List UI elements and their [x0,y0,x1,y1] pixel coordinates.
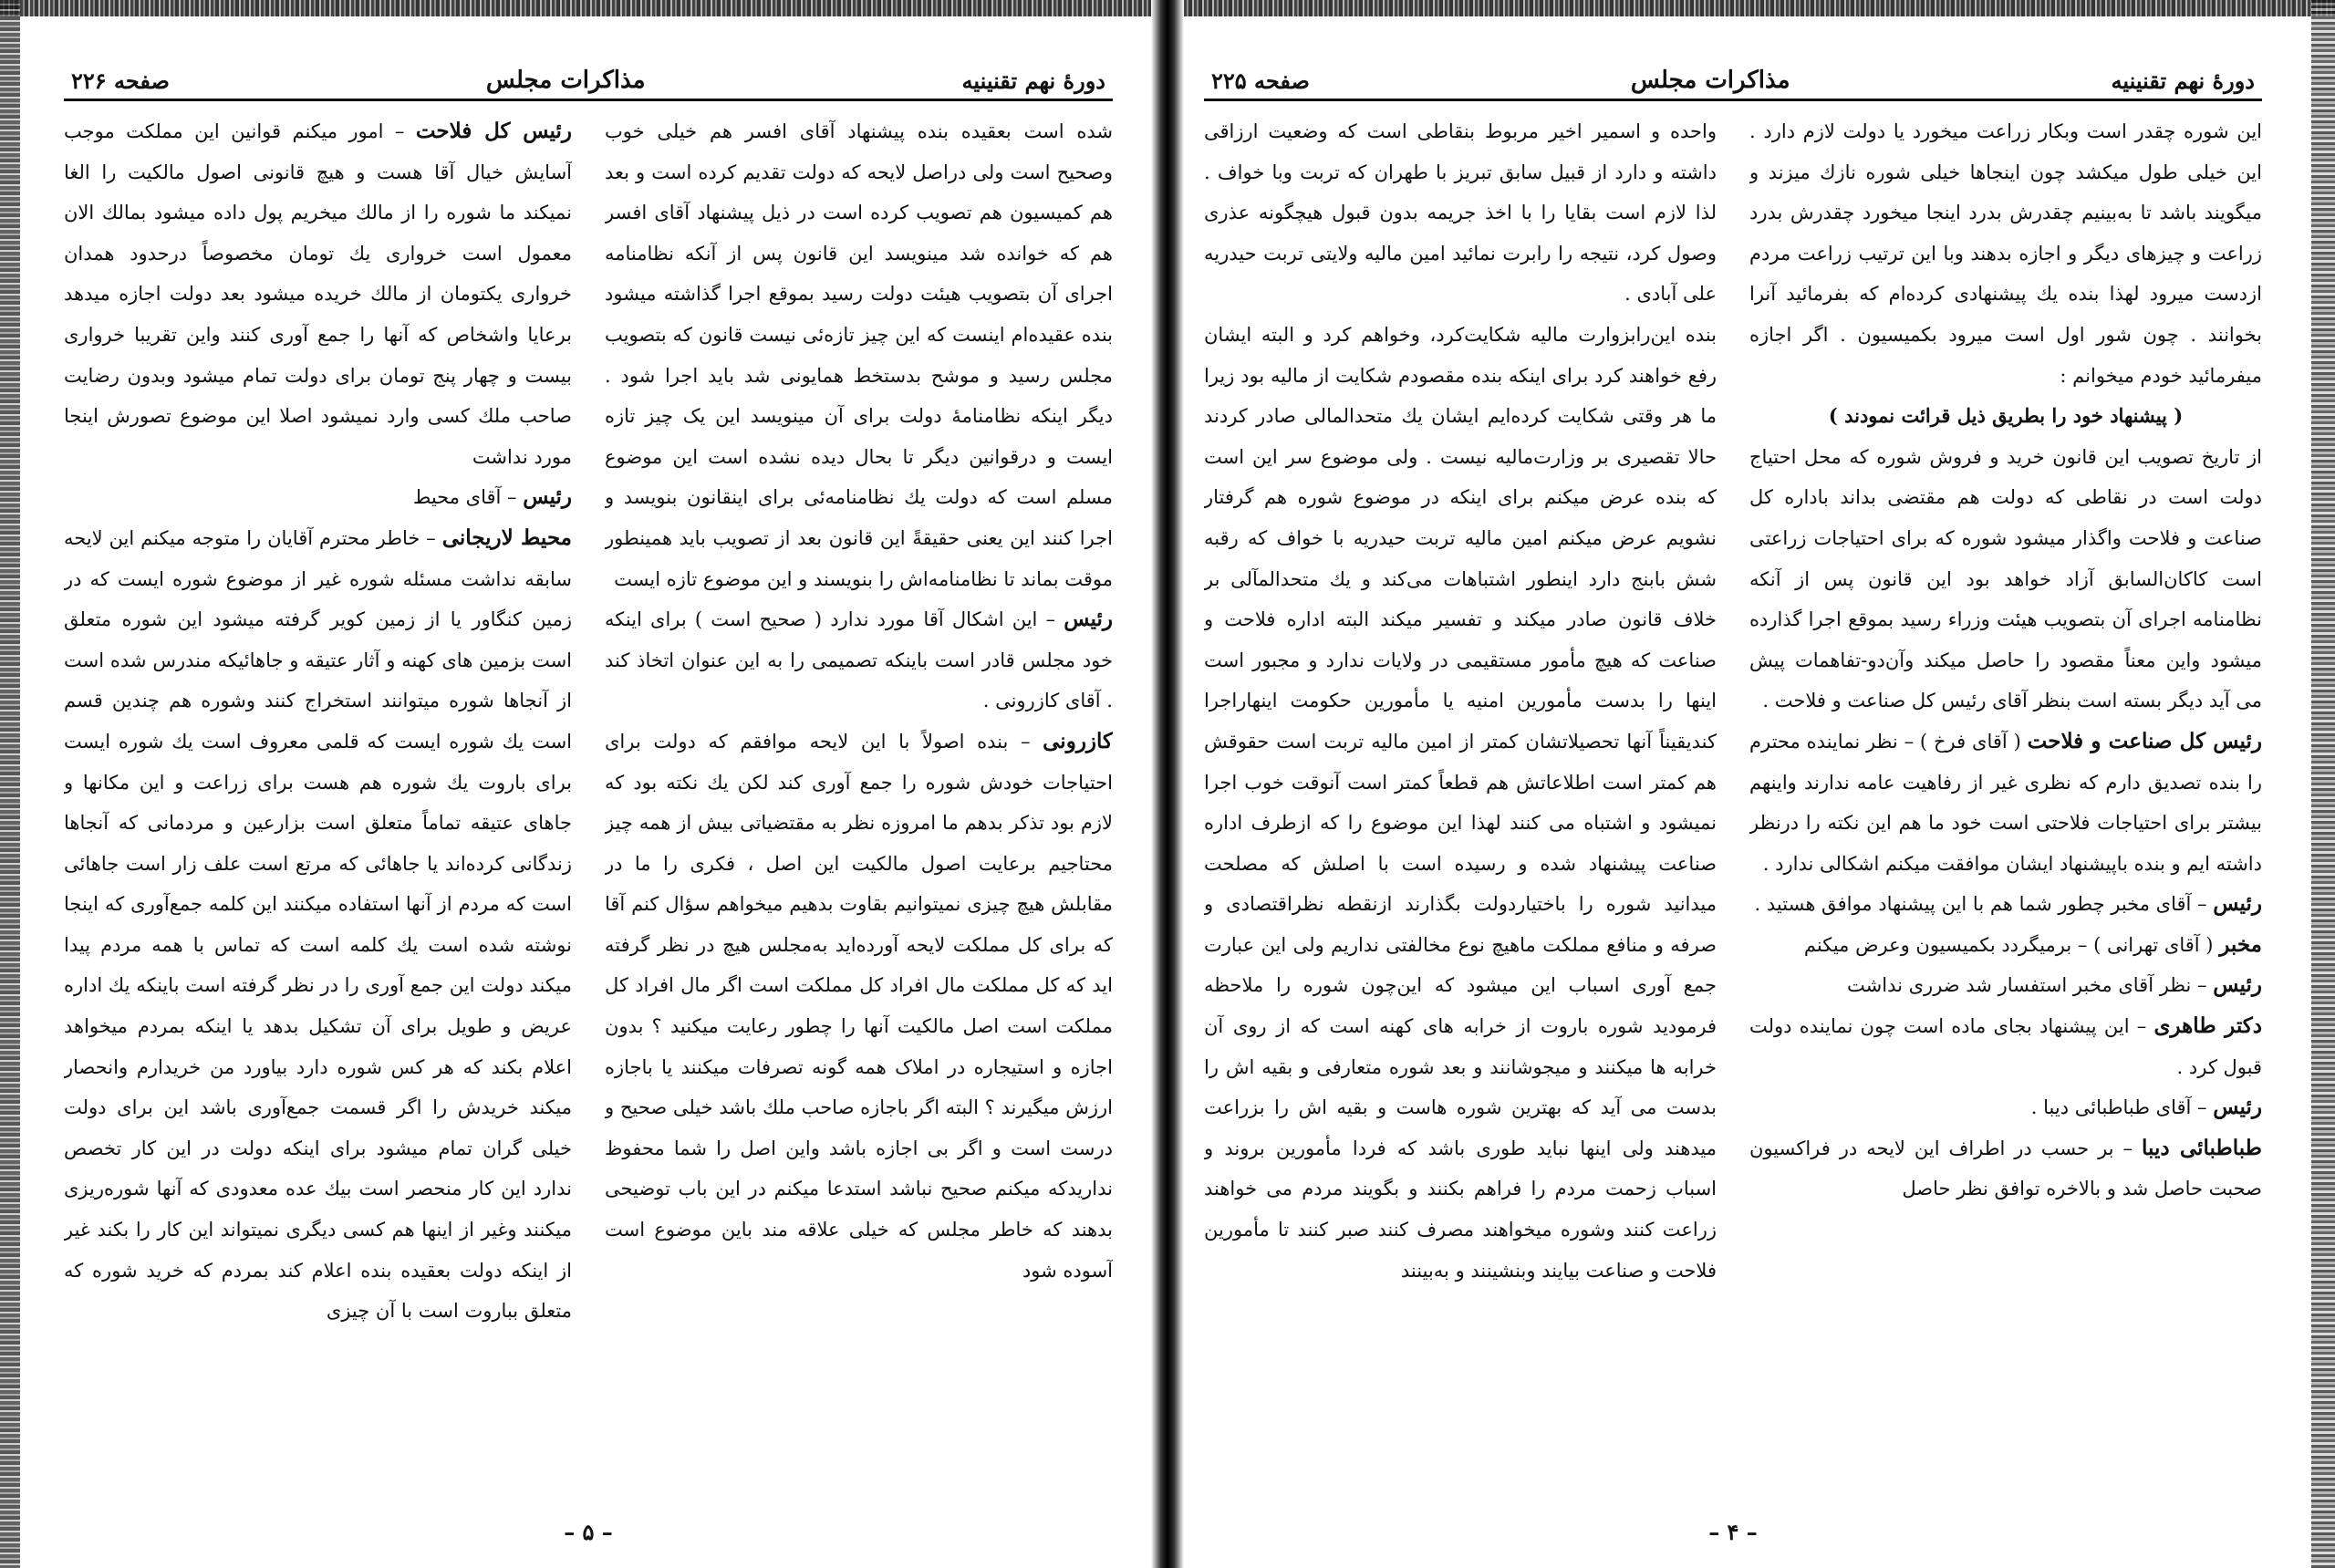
left-page-number: – ۵ – [564,1519,613,1545]
left-header-center: مذاکرات مجلس [485,67,646,94]
right-page-columns [1204,111,2262,1487]
speaker-name: طباطبائی دیبا [2142,1135,2262,1160]
speaker-name: رئیس [2213,1095,2262,1120]
right-page-column-2 [1204,111,1717,1487]
left-page-columns [64,111,1113,1487]
right-page-number: – ۴ – [1708,1519,1758,1545]
speaker-name: رئیس کل فلاحت [415,119,572,143]
paragraph: بنده این‌رابزوارت مالیه شکایت‌کرد، وخواهم کرد و البته ایشان رفع خواهند کرد برای اینکه بنده مقصودم شکایت از مالیه بود زیرا ما هر وقتی شکایت کرده‌ایم ایشان یك متحدالمالی صادر کردند حالا تقصیری بر وزارت‌مالیه نیست . ولی موضوع سر این است که بنده عرض میکنم برای اینکه در موضوع شوره هم گرفتار نشویم عرض میکنم امین مالیه تربت حیدریه با خواف که رقبه شش بابنج دارد اینطور اشتباهات می‌کند و یك متحدالمآلی بر خلاف قانون صادر میکند و تفسیر میکند البته اداره فلاحت و صناعت که هیچ مأمور مستقیمی در ولایات ندارد و مجبور است اینها را بدست مأمورین امنیه یا مأمورین حکومت اینهاراجرا کندیقیناً آنها تحصیلاتشان کمتر از امین مالیه تربت است حقوقش هم کمتر است اطلاعاتش هم قطعاً کمتر است آنوقت خوب اجرا نمیشود و اشتباه می کنند لهذا این موضوع را که ازطرف اداره صناعت پیشنهاد شده و رسیده است با اصلش که مصلحت میدانید شوره را باختیاردولت بگذارند ازنقطه نظراقتصادی و صرفه و منافع مملکت ماهیچ نوع مخالفتی نداریم ولی این عبارت جمع آوری اسباب این میشود که این‌چون شوره را ملاحظه فرمودید شوره باروت از خرابه های کهنه است که از روی آن خرابه ها میکنند و میجوشانند و بعد شوره متعارفی و بقیه اش را بدست می آید که بهترین شوره هاست و بقیه اش را بزراعت میدهند ولی اینها نباید طوری باشد که فردا مأمورین بروند و اسباب زحمت مردم را فراهم بکنند و بگویند مردم می خواهند زراعت کنند وشوره میخواهند مصرف کنند صبر کنند تا مأمورین فلاحت و صناعت بیایند وبنشینند و به‌بینند [1204,323,1717,1282]
paragraph: ( پیشنهاد خود را بطریق ذیل قرائت نمودند ) [1828,404,2184,428]
left-page-column-1 [605,111,1113,1487]
speaker-name: محیط لاریجانی [441,524,572,550]
paragraph: واحده و اسمیر اخیر مربوط بنقاطی است که وضعیت ارزاقی داشته و دارد از قبیل سابق تبریز با طهران که تربت وبا خواف . لذا لازم است بقایا را با اخذ جریمه بدون قبول هیچگونه عذری وصول کرد، نتیجه را رابرت نمائید امین مالیه ولایتی تربت حیدریه علی آبادی . [1204,120,1717,306]
left-header-title: دورهٔ نهم تقنینیه [961,67,1105,94]
speaker-name: رئیس کل صناعت و فلاحت [2027,728,2262,753]
speaker-name: رئیس [2213,972,2262,998]
paragraph: محیط لاریجانی – خاطر محترم آقایان را متوجه میکنم این لایحه سابقه نداشت مسئله شوره غیر از موضوع شوره ایست که در زمین کنگاور یا از زمین کویر گرفته میشود این شوره متعلق است بزمین های کهنه و آثار عتیقه و جاهائیکه مندرس شده است از آنجاها شوره میتوانند استخراج کنند وشوره هم چندین قسم است یك شوره ایست که قلمی معروف است یك شوره ایست برای باروت یك شوره هم هست برای زراعت و این مکانها و جاهای عتیقه تماماً متعلق است بزارعین و مردمانی که آنجاها زندگانی کرده‌اند یا جاهائی که مرتع است علف زار است جاهائی است که مردم از آنها استفاده میکنند این کلمه جمع‌آوری که اینجا نوشته شده است یك کلمه است که تماس با همه مردم پیدا میکند دولت این جمع آوری را در نظر گرفته است باینکه یك اداره عریض و طویل برای آن تشکیل بدهد یا اینکه بمردم میخواهد اعلام بکند که هر کس شوره دارد بیاورد من خریدارم وانحصار میکند خریدش را اگر قسمت جمع‌آوری باشد این برای دولت خیلی گران تمام میشود برای اینکه دولت در این کار تخصص ندارد این کار منحصر است بیك عده معدودی که آنها شوره‌ریزی میکنند وغیر از اینها هم کسی دیگری نمیتواند این کار را بکند غیر از اینکه دولت بعقیده بنده اعلام کند بمردم که خرید شوره که متعلق بباروت است با آن چیزی [64,524,572,1323]
paragraph: طباطبائی دیبا – بر حسب در اطراف این لایحه در فراکسیون صحبت حاصل شد و بالاخره توافق نظر حاصل [1749,1135,2262,1200]
right-header-center: مذاکرات مجلس [1630,67,1790,94]
paragraph: مخبر ( آقای تهرانی ) – برمیگردد بکمیسیون وعرض میکنم [1803,931,2262,957]
paragraph: رئیس – آقای طباطبائی دیبا . [2030,1095,2262,1120]
right-page-column-1 [1749,111,2262,1487]
paragraph: رئیس – آقای مخبر چطور شما هم با این پیشنهاد موافق هستید . [1754,891,2262,917]
left-page [64,27,1113,1551]
right-page-header [1204,62,2262,101]
speaker-name: دکتر طاهری [2153,1013,2262,1039]
paragraph: رئیس – آقای محیط [412,484,572,510]
right-page [1204,27,2262,1551]
paragraph: کازرونی – بنده اصولاً با این لایحه موافقم که دولت برای احتیاجات خودش شوره را جمع آوری کند لکن یك نکته بود که لازم بود تذکر بدهم ما امروزه نظر به مقتضیاتی بیش از همه چیز محتاجیم برعایت اصول مالکیت این اصل ، فکری را ما در مقابلش هیچ چیزی نمیتوانیم بقاوت بدهیم میخواهم سؤال کنم آقا که برای کل مملکت لایحه آورده‌اید به‌مجلس هیچ در نظر گرفته اید که کل مملکت مال افراد کل مملکت است اگر مال افراد کل مملکت است اصل مالکیت آنها را چطور رعایت میکنید ؟ بدون اجازه و استیجاره در املاک همه گونه تصرفات میکنند یا باجازه ارزش میگیرند ؟ البته اگر باجازه صاحب ملك باشد خیلی صحیح و درست است و اگر بی اجازه باشد واین اصل را شما محفوظ نداریدکه میکنم صحیح نباشد استدعا میکنم در این باب توضیحی بدهند که خاطر مجلس که خیلی علاقه مند باین موضوع است آسوده شود [605,728,1113,1282]
right-header-page: صفحه ۲۲۵ [1211,67,1310,94]
paragraph: از تاریخ تصویب این قانون خرید و فروش شوره که محل احتیاج دولت است در نقاطی که دولت هم مقتضی بداند باداره کل صناعت و فلاحت واگذار میشود شوره که برای احتیاجات زراعتی است کاکان‌السابق آزاد خواهد بود این قانون پس از آنکه نظامنامه اجرای آن بتصویب هیئت وزراء رسید بموقع اجرا گذارده میشود واین معناً مقصود را حاصل میکند وآن‌دو-تفاهمات پیش می آید دیگر بسته است بنظر آقای رئیس کل صناعت و فلاحت . [1749,445,2262,712]
right-header-title: دورهٔ نهم تقنینیه [2111,67,2255,94]
left-header-page: صفحه ۲۲۶ [71,67,170,94]
left-page-column-2 [64,111,572,1487]
paragraph: این شوره چقدر است وبکار زراعت میخورد یا دولت لازم دارد . این خیلی طول میکشد چون اینجاها خیلی شوره نازك میزند و میگویند باشد تا به‌بینیم چقدرش بدرد اینجا میخورد چقدرش بدرد زراعت و چیزهای دیگر و اجازه بدهند وبا این ترتیب زراعت مردم ازدست میرود لهذا بنده یك پیشنهادی کرده‌ام که بفرمائید آنرا بخوانند . چون شور اول است میرود بکمیسیون . اگر اجازه میفرمائید خودم میخوانم : [1749,120,2262,387]
paragraph: رئیس کل صناعت و فلاحت ( آقای فرخ ) – نظر نماینده محترم را بنده تصدیق دارم که نظری غیر از رفاهیت عامه ندارند واینهم بیشتر برای احتیاجات فلاحتی است خود ما هم این نکته را درنظر داشته ایم و بنده باپیشنهاد ایشان موافقت میکنم اشکالی ندارد . [1749,728,2262,875]
speaker-name: رئیس [523,484,572,510]
paragraph: شده است بعقیده بنده پیشنهاد آقای افسر هم خیلی خوب وصحیح است ولی دراصل لایحه که دولت تقدیم کرده است و بعد هم کمیسیون هم تصویب کرده است در ذیل پیشنهاد آقای افسر هم که خوانده شد مینویسد این قانون پس از آنکه نظامنامه اجرای آن بتصویب هیئت دولت رسید بموقع اجرا گذاشته میشود بنده عقیده‌ام اینست که این چیز تازه‌ئی نیست قانون که بتصویب مجلس رسید و موشح بدستخط همایونی شد باید اجرا شود . دیگر اینکه نظامنامه‌ٔ دولت برای آن مینویسد این یک چیز تازه ایست و درقوانین دیگر تا بحال دیده نشده است این موضوع مسلم است که دولت یك نظامنامه‌ئی برای اینقانون بنویسد و اجرا کنند این یعنی حقیقةً این قانون بعد از تصویب باید همینطور موقت بماند تا نظامنامه‌اش را بنویسند و این موضوع تازه ایست [605,120,1113,590]
paragraph: دکتر طاهری – این پیشنهاد بجای ماده است چون نماینده دولت قبول کرد . [1749,1013,2262,1078]
speaker-name: کازرونی [1043,728,1113,753]
scan-left-edge [0,0,20,1568]
paragraph: رئیس – این اشکال آقا مورد ندارد ( صحیح است ) برای اینکه خود مجلس قادر است باینکه تصمیمی را به این عنوان اتخاذ کند . آقای کازرونی . [605,607,1113,712]
paragraph: رئیس – نظر آقای مخبر استفسار شد ضرری نداشت [1847,972,2262,998]
scan-right-edge [2311,0,2335,1568]
speaker-name: رئیس [1064,607,1113,632]
paragraph: رئیس کل فلاحت – امور میکنم قوانین این مملکت موجب آسایش خیال آقا هست و هیچ قانونی اصول مالکیت را الغا نمیکند ما شوره را از مالك میخریم پول داده میشود بمالك الان معمول است خرواری یك تومان مخصوصاً درحدود همدان خرواری یکتومان از مالك خریده میشود بعد دولت اجازه میدهد برعایا واشخاص که آنها را جمع آوری کنند واین تقریبا خرواری بیست و چهار پنج تومان برای دولت تمام میشود وبدون رضایت صاحب ملك کسی وارد نمیشود اصلا این موضوع تصورش اینجا مورد نداشت [64,119,572,468]
speaker-name: رئیس [2213,891,2262,917]
book-gutter [1151,0,1184,1568]
left-page-header [64,62,1113,101]
speaker-name: مخبر [2219,931,2262,957]
